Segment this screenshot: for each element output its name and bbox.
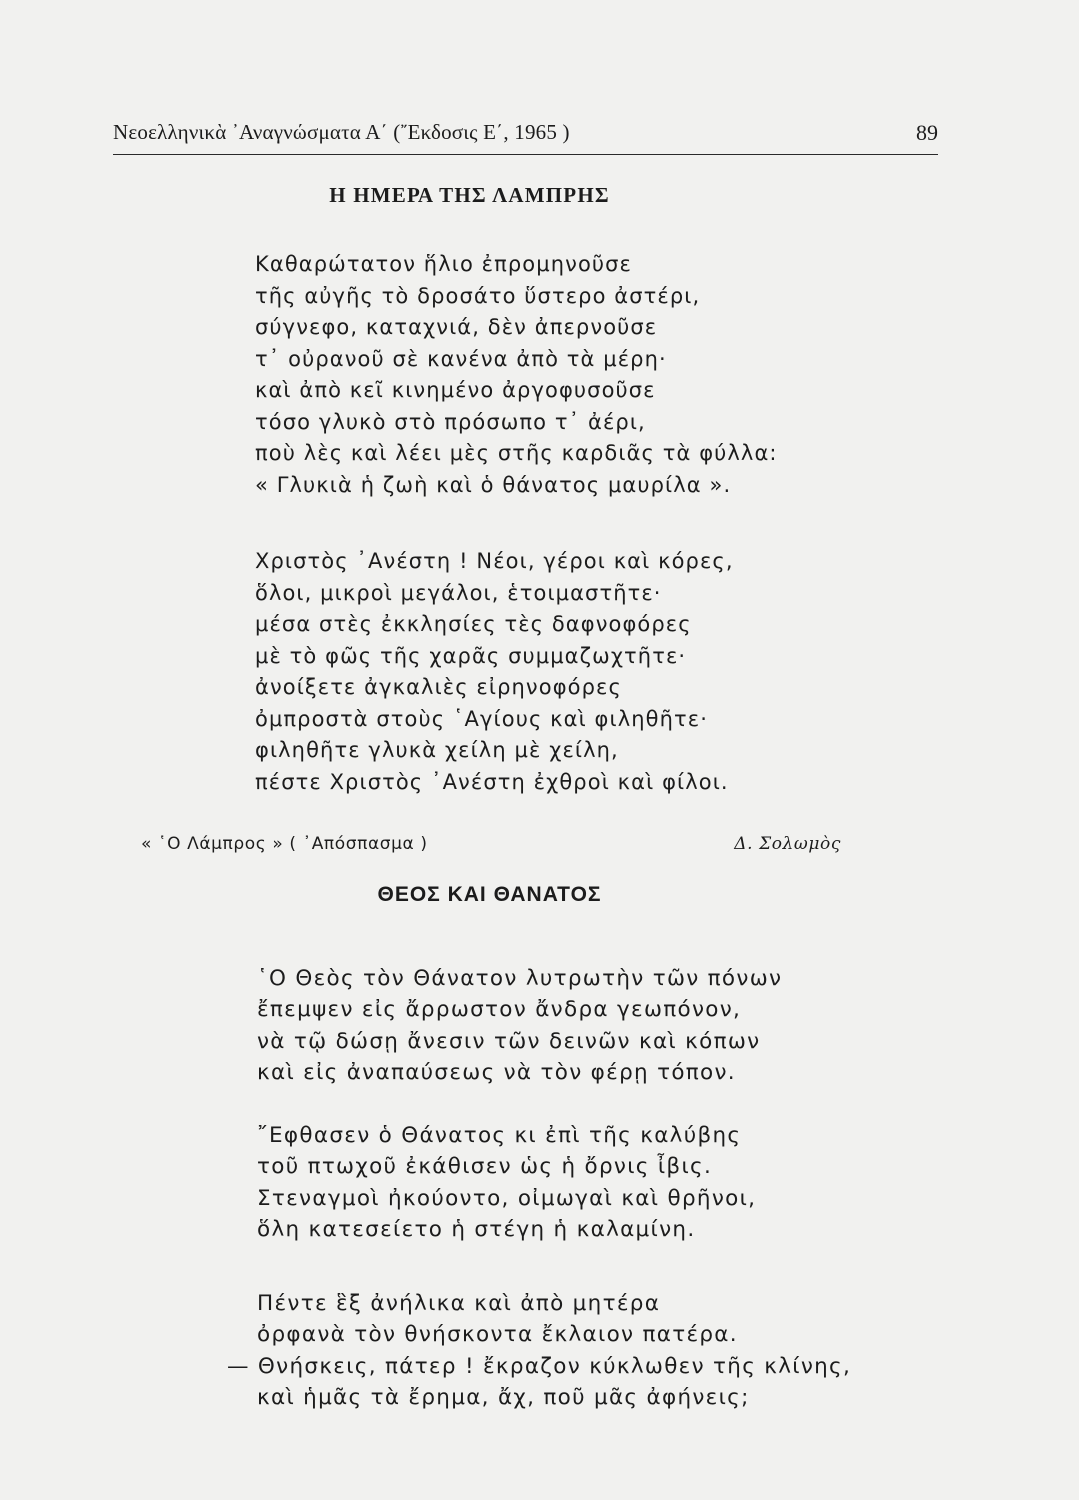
verse-line: ἔπεμψεν εἰς ἄρρωστον ἄνδρα γεωπόνον, bbox=[257, 997, 742, 1023]
verse-line: τόσο γλυκὸ στὸ πρόσωπο τ᾿ ἀέρι, bbox=[255, 409, 646, 434]
poem-attribution bbox=[141, 834, 841, 862]
running-title: Νεοελληνικὰ ᾿Αναγνώσματα Α΄ (῎Εκδοσις Ε΄, 1965 ) bbox=[113, 120, 570, 144]
verse-line: καὶ εἰς ἀναπαύσεως νὰ τὸν φέρῃ τόπον. bbox=[257, 1059, 736, 1085]
poem-author: Δ. Σολωμὸς bbox=[734, 834, 841, 854]
verse-line: τοῦ πτωχοῦ ἐκάθισεν ὡς ἡ ὄρνις ἶβις. bbox=[257, 1154, 713, 1180]
stanza bbox=[255, 249, 778, 501]
stanza bbox=[257, 963, 782, 1088]
poem-title-lambri: Η ΗΜΕΡΑ ΤΗΣ ΛΑΜΠΡΗΣ bbox=[329, 183, 610, 207]
verse-line: Στεναγμοὶ ἠκούοντο, οἰμωγαὶ καὶ θρῆνοι, bbox=[257, 1185, 757, 1211]
verse-line: ὀρφανὰ τὸν θνήσκοντα ἔκλαιον πατέρα. bbox=[257, 1322, 738, 1348]
verse-line: ὅλοι, μικροὶ μεγάλοι, ἑτοιμαστῆτε· bbox=[255, 580, 662, 605]
verse-line: ῎Εφθασεν ὁ Θάνατος κι ἐπὶ τῆς καλύβης bbox=[257, 1123, 742, 1148]
verse-line: Πέντε ἓξ ἀνήλικα καὶ ἀπὸ μητέρα bbox=[257, 1291, 661, 1316]
verse-line: ὀμπροστὰ στοὺς ῾Αγίους καὶ φιληθῆτε· bbox=[255, 706, 708, 731]
verse-line: Καθαρώτατον ἥλιο ἐπρομηνοῦσε bbox=[255, 252, 633, 276]
verse-line: ῾Ο Θεὸς τὸν Θάνατον λυτρωτὴν τῶν πόνων bbox=[257, 966, 783, 991]
header-divider bbox=[113, 154, 938, 155]
verse-line: — Θνήσκεις, πάτερ ! ἔκραζον κύκλωθεν τῆς κλίνης, bbox=[227, 1353, 852, 1379]
verse-line: νὰ τῷ δώσῃ ἄνεσιν τῶν δεινῶν καὶ κόπων bbox=[257, 1028, 761, 1054]
verse-line: τ᾿ οὐρανοῦ σὲ κανένα ἀπὸ τὰ μέρη· bbox=[255, 346, 667, 371]
verse-line: πέστε Χριστὸς ᾿Ανέστη ἐχθροὶ καὶ φίλοι. bbox=[255, 769, 729, 794]
verse-line: καὶ ἡμᾶς τὰ ἔρημα, ἄχ, ποῦ μᾶς ἀφήνεις; bbox=[257, 1384, 750, 1410]
verse-line: ὅλη κατεσείετο ἡ στέγη ἡ καλαμίνη. bbox=[257, 1216, 696, 1242]
stanza bbox=[257, 1120, 756, 1245]
verse-line: μέσα στὲς ἐκκλησίες τὲς δαφνοφόρες bbox=[255, 612, 692, 636]
verse-line: Χριστὸς ᾿Ανέστη ! Νέοι, γέροι καὶ κόρες, bbox=[255, 549, 734, 573]
poem-source: « ῾Ο Λάμπρος » ( ᾿Απόσπασμα ) bbox=[141, 834, 428, 854]
verse-line: καὶ ἀπὸ κεῖ κινημένο ἀργοφυσοῦσε bbox=[255, 378, 656, 402]
verse-line: ἀνοίξετε ἀγκαλιὲς εἰρηνοφόρες bbox=[255, 675, 622, 699]
verse-line: « Γλυκιὰ ἡ ζωὴ καὶ ὁ θάνατος μαυρίλα ». bbox=[255, 472, 732, 497]
verse-line: σύγνεφο, καταχνιά, δὲν ἀπερνοῦσε bbox=[255, 315, 658, 339]
verse-line: ποὺ λὲς καὶ λέει μὲς στῆς καρδιᾶς τὰ φύλλα: bbox=[255, 441, 778, 465]
page-number: 89 bbox=[916, 120, 938, 145]
verse-line: φιληθῆτε γλυκὰ χείλη μὲ χείλη, bbox=[255, 738, 619, 762]
verse-line: τῆς αὐγῆς τὸ δροσάτο ὕστερο ἀστέρι, bbox=[255, 283, 701, 308]
stanza bbox=[255, 546, 734, 798]
verse-line: μὲ τὸ φῶς τῆς χαρᾶς συμμαζωχτῆτε· bbox=[255, 643, 687, 668]
page-header bbox=[113, 120, 938, 150]
stanza bbox=[227, 1288, 852, 1413]
poem-title-theos: ΘΕΟΣ ΚΑΙ ΘΑΝΑΤΟΣ bbox=[377, 883, 602, 906]
